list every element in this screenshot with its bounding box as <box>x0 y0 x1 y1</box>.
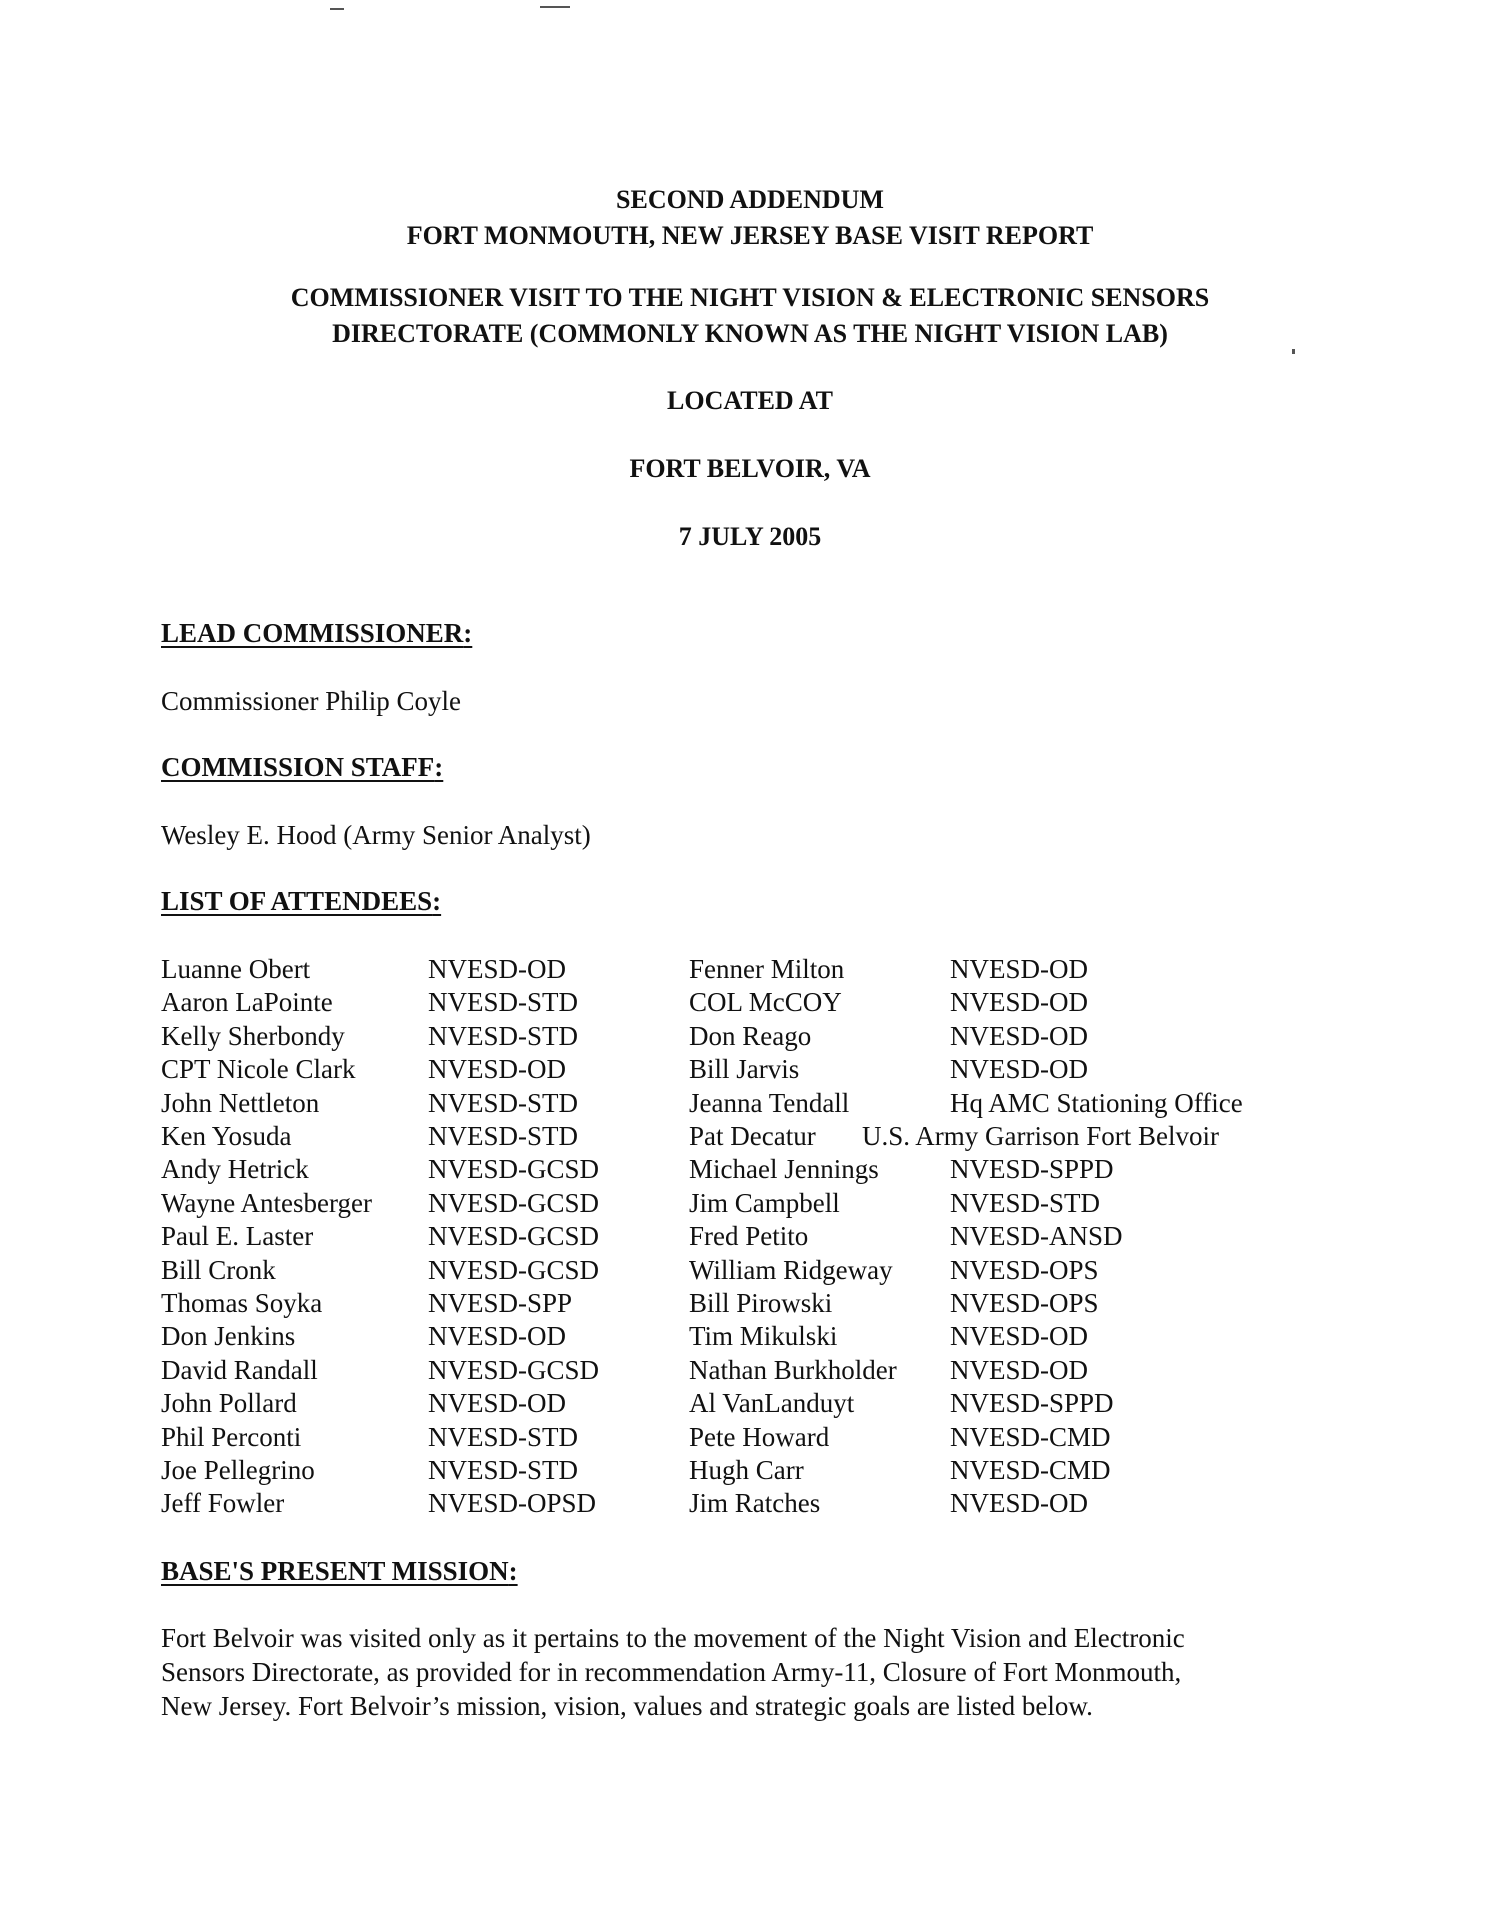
attendee-office: NVESD-SPPD <box>950 1388 1114 1419</box>
attendee-office: NVESD-GCSD <box>428 1221 600 1252</box>
attendee-office: NVESD-GCSD <box>428 1187 600 1218</box>
lead-commissioner-heading-text: LEAD COMMISSIONER <box>161 618 464 648</box>
mission-heading-text: BASE'S PRESENT MISSION <box>161 1556 509 1586</box>
attendee-name: Bill Cronk <box>161 1254 276 1285</box>
attendee-office: NVESD-GCSD <box>428 1354 600 1385</box>
attendee-office: NVESD-OD <box>428 954 566 984</box>
subtitle-line-1: COMMISSIONER VISIT TO THE NIGHT VISION & ELECTRONIC SENSORS <box>290 283 1210 312</box>
attendee-name: Jeanna Tendall <box>689 1087 850 1118</box>
attendee-row <box>0 1355 1500 1389</box>
attendee-name: Thomas Soyka <box>161 1288 323 1318</box>
scan-mark <box>540 6 570 8</box>
attendee-office: NVESD-STD <box>428 1421 579 1452</box>
attendee-name: Ken Yosuda <box>161 1121 292 1151</box>
attendee-office: NVESD-GCSD <box>428 1154 600 1185</box>
attendee-office: NVESD-OD <box>950 1020 1088 1051</box>
attendee-row <box>0 1288 1500 1322</box>
subtitle-line-2: DIRECTORATE (COMMONLY KNOWN AS THE NIGHT VISION LAB) <box>332 319 1168 348</box>
title-line-1: SECOND ADDENDUM <box>616 185 884 214</box>
attendee-office: NVESD-OPSD <box>428 1488 597 1519</box>
attendee-row <box>0 987 1500 1021</box>
attendee-office: NVESD-CMD <box>950 1455 1111 1485</box>
attendee-row <box>0 1422 1500 1456</box>
document-title <box>0 182 1500 254</box>
attendee-name: Michael Jennings <box>689 1154 879 1185</box>
attendee-name: Luanne Obert <box>161 954 311 984</box>
attendee-name: Don Jenkins <box>161 1321 296 1352</box>
attendee-name: Nathan Burkholder <box>689 1354 897 1385</box>
mission-line-1: Fort Belvoir was visited only as it pertains to the movement of the Night Vision and Electronic <box>161 1623 1185 1653</box>
attendee-office: NVESD-SPP <box>428 1288 573 1318</box>
attendee-office: NVESD-OD <box>428 1388 566 1419</box>
location: FORT BELVOIR, VA <box>629 454 871 483</box>
attendee-name: Kelly Sherbondy <box>161 1020 345 1051</box>
attendee-row <box>0 1021 1500 1055</box>
mission-line-3: New Jersey. Fort Belvoir’s mission, vision, values and strategic goals are listed below. <box>161 1691 1093 1721</box>
attendee-name: Joe Pellegrino <box>161 1455 315 1485</box>
attendee-office: NVESD-OD <box>950 1354 1088 1385</box>
attendee-office: NVESD-STD <box>428 1020 579 1051</box>
attendee-office: Hq AMC Stationing Office <box>950 1087 1243 1118</box>
attendee-office: NVESD-STD <box>428 1455 579 1485</box>
attendee-office: NVESD-ANSD <box>950 1221 1123 1252</box>
attendee-name: David Randall <box>161 1354 318 1385</box>
attendee-name: Jim Ratches <box>689 1488 821 1519</box>
attendee-office: NVESD-OD <box>950 954 1088 984</box>
attendee-name: Paul E. Laster <box>161 1221 314 1252</box>
attendee-name: Hugh Carr <box>689 1455 804 1485</box>
attendee-office: NVESD-STD <box>428 1121 579 1151</box>
commission-staff-heading-text: COMMISSION STAFF <box>161 752 435 782</box>
attendee-row <box>0 1255 1500 1289</box>
attendee-name: John Nettleton <box>161 1087 320 1118</box>
attendee-office: NVESD-OD <box>950 1321 1088 1352</box>
attendee-office: NVESD-OD <box>428 1054 566 1085</box>
attendee-name: Fred Petito <box>689 1221 809 1252</box>
mission-heading: BASE'S PRESENT MISSION: <box>161 1556 518 1586</box>
attendee-office: NVESD-CMD <box>950 1421 1111 1452</box>
attendee-office: NVESD-OD <box>950 987 1088 1018</box>
attendee-name: William Ridgeway <box>689 1254 893 1285</box>
attendee-row <box>0 1455 1500 1489</box>
attendee-name: Jeff Fowler <box>161 1488 285 1519</box>
attendee-office: U.S. Army Garrison Fort Belvoir <box>862 1121 1219 1151</box>
attendee-office: NVESD-OD <box>950 1488 1088 1519</box>
attendee-name: Pat Decatur <box>689 1121 816 1151</box>
attendee-name: Pete Howard <box>689 1421 830 1452</box>
attendee-office: NVESD-OD <box>950 1054 1088 1085</box>
attendee-row <box>0 1321 1500 1355</box>
attendee-name: Aaron LaPointe <box>161 987 333 1018</box>
lead-commissioner-heading: LEAD COMMISSIONER: <box>161 618 473 648</box>
attendee-row <box>0 1388 1500 1422</box>
attendee-row <box>0 1221 1500 1255</box>
attendee-office: NVESD-OPS <box>950 1288 1099 1318</box>
attendees-heading-text: LIST OF ATTENDEES <box>161 886 433 916</box>
attendee-name: Al VanLanduyt <box>689 1388 855 1419</box>
located-at-label: LOCATED AT <box>667 386 833 415</box>
lead-commissioner-name: Commissioner Philip Coyle <box>161 686 462 716</box>
commission-staff-name: Wesley E. Hood (Army Senior Analyst) <box>161 820 591 850</box>
title-line-2: FORT MONMOUTH, NEW JERSEY BASE VISIT REPORT <box>406 221 1094 250</box>
mission-paragraph <box>161 1621 1291 1723</box>
attendee-name: Andy Hetrick <box>161 1154 309 1185</box>
attendee-name: Tim Mikulski <box>689 1321 838 1352</box>
attendee-name: Bill Pirowski <box>689 1288 833 1318</box>
attendee-office: NVESD-SPPD <box>950 1154 1114 1185</box>
attendee-name: Jim Campbell <box>689 1187 840 1218</box>
attendee-row <box>0 1488 1500 1522</box>
attendee-office: NVESD-OPS <box>950 1254 1099 1285</box>
attendee-row <box>0 1054 1500 1088</box>
attendee-office: NVESD-GCSD <box>428 1254 600 1285</box>
attendee-name: Bill Jarvis <box>689 1054 800 1085</box>
attendee-row <box>0 1188 1500 1222</box>
attendee-office: NVESD-STD <box>428 1087 579 1118</box>
document-subtitle <box>0 280 1500 352</box>
attendee-office: NVESD-STD <box>950 1187 1101 1218</box>
attendee-name: Fenner Milton <box>689 954 845 984</box>
attendee-name: Wayne Antesberger <box>161 1187 373 1218</box>
attendee-name: CPT Nicole Clark <box>161 1054 356 1085</box>
attendee-row <box>0 954 1500 988</box>
attendee-name: John Pollard <box>161 1388 297 1419</box>
attendee-office: NVESD-STD <box>428 987 579 1018</box>
attendee-name: Don Reago <box>689 1020 812 1051</box>
attendee-row <box>0 1154 1500 1188</box>
attendee-office: NVESD-OD <box>428 1321 566 1352</box>
scan-mark <box>330 8 344 10</box>
attendee-row <box>0 1088 1500 1122</box>
commission-staff-heading: COMMISSION STAFF: <box>161 752 444 782</box>
visit-date: 7 JULY 2005 <box>678 522 822 551</box>
mission-line-2: Sensors Directorate, as provided for in recommendation Army-11, Closure of Fort Monmouth, <box>161 1657 1182 1687</box>
attendee-row <box>0 1121 1500 1155</box>
attendee-name: COL McCOY <box>689 987 842 1018</box>
attendees-heading: LIST OF ATTENDEES: <box>161 886 442 916</box>
attendee-name: Phil Perconti <box>161 1421 302 1452</box>
